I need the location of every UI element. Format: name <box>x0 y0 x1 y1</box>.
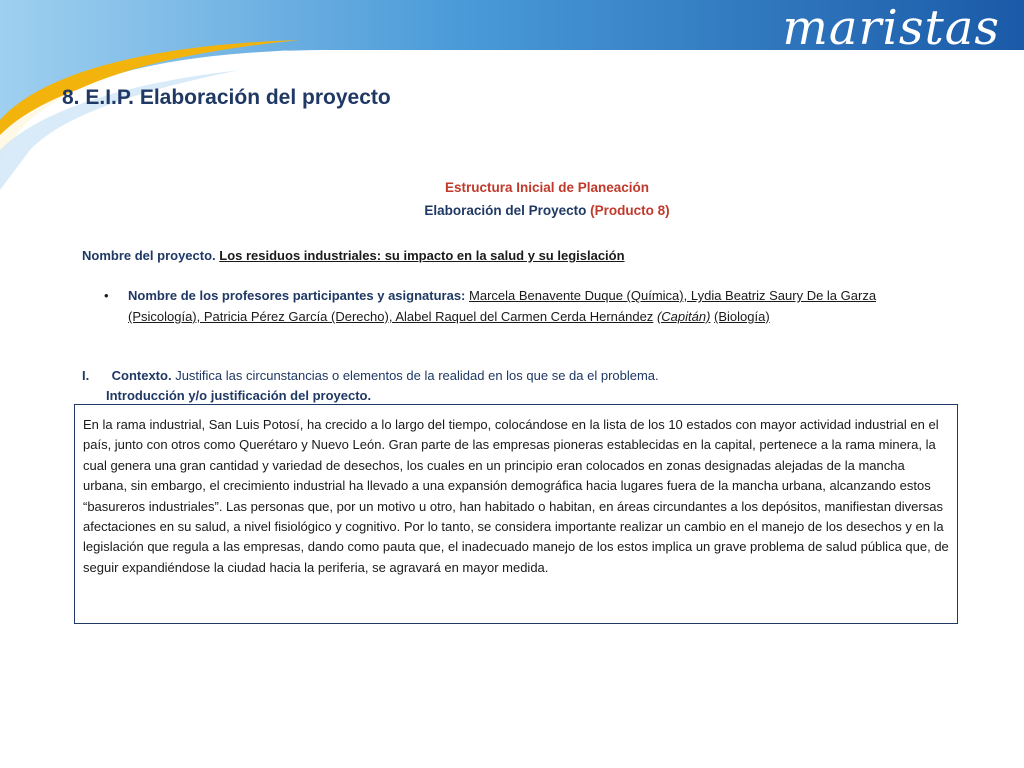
bullet: • <box>104 288 109 303</box>
context-subheading: Introducción y/o justificación del proyecto. <box>106 388 372 403</box>
professors-value: Marcela Benavente Duque (Química), Lydia Beatriz Saury De la Garza (Psicología), Patricia Pérez García (Derecho), Alabel Raquel del Carmen Cerda Hernández <box>128 288 877 324</box>
context-description: Justifica las circunstancias o elementos de la realidad en los que se da el problema. <box>175 368 659 383</box>
project-name-label: Nombre del proyecto. <box>82 248 216 263</box>
elaboration-title <box>0 203 1024 218</box>
slide-title: 8. E.I.P. Elaboración del proyecto <box>62 86 391 109</box>
professors-label: Nombre de los profesores participantes y asignaturas: <box>128 288 466 303</box>
project-name-value: Los residuos industriales: su impacto en la salud y su legislación <box>219 248 625 263</box>
project-name <box>82 248 625 263</box>
justification-text: En la rama industrial, San Luis Potosí, ha crecido a lo largo del tiempo, colocándose en la lista de los 10 estados con mayor actividad industrial en el país, junto con otros como Querétaro y Nuevo León. Gran parte de las empresas pioneras establecidas en la capital, pertenece a la rama minera, la cual genera una gran cantidad y variedad de desechos, los cuales en un principio eran colocados en zonas designadas alejadas de la mancha urbana, sin embargo, el crecimiento industrial ha llevado a una expansión demográfica hacia lugares fuera de la mancha urbana, alcanzando estos “basureros industriales”. Las personas que, por un motivo u otro, han habitado o habitan, en áreas circundantes a los depósitos, manifiestan diversas afectaciones en su salud, a nivel fisiológico y cognitivo. Por lo tanto, se considera importante realizar un cambio en el manejo de los desechos y en la legislación que regula a las empresas, dando como pauta que, el inadecuado manejo de los estos implica un grave problema de salud pública que, de seguir expandiéndose la ciudad hacia la periferia, se agravará en mayor medida. <box>83 417 949 575</box>
professors-subject: (Biología) <box>714 309 770 324</box>
elaboration-title-text: Elaboración del Proyecto <box>424 203 587 218</box>
structure-title: Estructura Inicial de Planeación <box>444 180 650 195</box>
professors-role: (Capitán) <box>656 309 711 324</box>
product-label: (Producto 8) <box>590 203 670 218</box>
context-number: I. <box>82 368 90 383</box>
context-section <box>82 366 962 406</box>
brand-logo: maristas <box>782 0 1000 56</box>
professors-list-item <box>104 285 944 327</box>
context-label: Contexto. <box>111 368 172 383</box>
justification-text-box <box>74 404 958 624</box>
